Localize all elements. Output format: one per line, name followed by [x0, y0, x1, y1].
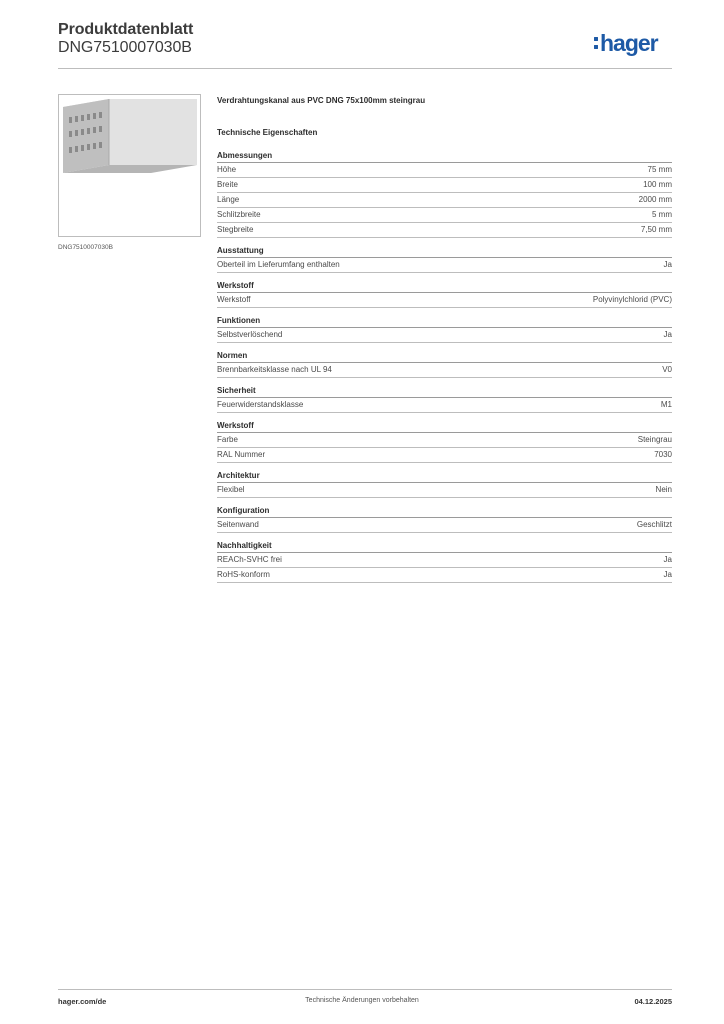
spec-row: [217, 363, 672, 378]
spec-value: Ja: [663, 260, 672, 269]
spec-value: Ja: [663, 330, 672, 339]
section-title: Konfiguration: [217, 505, 672, 518]
spec-label: Breite: [217, 180, 238, 189]
spec-row: [217, 553, 672, 568]
footer-notice: Technische Änderungen vorbehalten: [305, 997, 419, 1004]
section-title: Ausstattung: [217, 245, 672, 258]
spec-value: 2000 mm: [638, 195, 672, 204]
spec-label: RoHS-konform: [217, 570, 270, 579]
spec-value: Ja: [663, 570, 672, 579]
spec-section: [217, 420, 672, 463]
header-divider: [58, 68, 672, 69]
product-description: Verdrahtungskanal aus PVC DNG 75x100mm steingrau: [217, 96, 426, 105]
spec-row: [217, 163, 672, 178]
spec-value: 7,50 mm: [640, 225, 672, 234]
spec-label: Länge: [217, 195, 240, 204]
spec-section: [217, 150, 672, 238]
spec-label: Feuerwiderstandsklasse: [217, 400, 304, 409]
spec-row: [217, 448, 672, 463]
spec-label: REACh-SVHC frei: [217, 555, 282, 564]
spec-row: [217, 518, 672, 533]
spec-label: Oberteil im Lieferumfang enthalten: [217, 260, 340, 269]
spec-section: [217, 385, 672, 413]
product-spec-panel: [217, 96, 672, 590]
spec-value: M1: [660, 400, 672, 409]
logo-dots-icon: [594, 37, 598, 49]
spec-value: Nein: [655, 485, 672, 494]
spec-row: [217, 433, 672, 448]
spec-label: Seitenwand: [217, 520, 259, 529]
image-caption: DNG7510007030B: [58, 244, 113, 251]
spec-sections: [217, 150, 672, 583]
spec-section: [217, 280, 672, 308]
logo-text: hager: [600, 29, 658, 56]
spec-value: 100 mm: [643, 180, 672, 189]
spec-row: [217, 398, 672, 413]
spec-value: Ja: [663, 555, 672, 564]
hager-logo[interactable]: [594, 28, 658, 58]
spec-label: Schlitzbreite: [217, 210, 261, 219]
spec-row: [217, 328, 672, 343]
spec-section: [217, 470, 672, 498]
section-title: Werkstoff: [217, 280, 672, 293]
section-title: Werkstoff: [217, 420, 672, 433]
spec-value: V0: [662, 365, 672, 374]
spec-value: Steingrau: [637, 435, 672, 444]
section-title: Nachhaltigkeit: [217, 540, 672, 553]
product-image: [58, 94, 201, 237]
spec-value: 5 mm: [652, 210, 672, 219]
spec-row: [217, 568, 672, 583]
spec-section: [217, 540, 672, 583]
technical-properties-heading: Technische Eigenschaften: [217, 128, 318, 137]
section-title: Sicherheit: [217, 385, 672, 398]
footer-website-link[interactable]: hager.com/de: [58, 997, 107, 1006]
spec-value: Polyvinylchlorid (PVC): [592, 295, 672, 304]
spec-label: Stegbreite: [217, 225, 254, 234]
spec-section: [217, 505, 672, 533]
footer-date: 04.12.2025: [634, 997, 672, 1006]
spec-row: [217, 293, 672, 308]
spec-section: [217, 350, 672, 378]
spec-section: [217, 245, 672, 273]
cable-duct-illustration: [59, 95, 200, 236]
spec-label: Werkstoff: [217, 295, 251, 304]
spec-row: [217, 483, 672, 498]
spec-label: Brennbarkeitsklasse nach UL 94: [217, 365, 332, 374]
spec-row: [217, 258, 672, 273]
spec-value: 7030: [654, 450, 672, 459]
spec-value: Geschlitzt: [636, 520, 672, 529]
spec-label: Flexibel: [217, 485, 245, 494]
spec-label: Farbe: [217, 435, 238, 444]
spec-label: RAL Nummer: [217, 450, 266, 459]
spec-value: 75 mm: [647, 165, 672, 174]
footer-divider: [58, 989, 672, 990]
spec-row: [217, 178, 672, 193]
spec-label: Höhe: [217, 165, 237, 174]
spec-row: [217, 193, 672, 208]
spec-label: Selbstverlöschend: [217, 330, 283, 339]
spec-section: [217, 315, 672, 343]
section-title: Funktionen: [217, 315, 672, 328]
section-title: Normen: [217, 350, 672, 363]
spec-row: [217, 223, 672, 238]
spec-row: [217, 208, 672, 223]
product-code: DNG7510007030B: [58, 39, 192, 56]
section-title: Abmessungen: [217, 150, 672, 163]
section-title: Architektur: [217, 470, 672, 483]
page-title: Produktdatenblatt: [58, 21, 194, 38]
